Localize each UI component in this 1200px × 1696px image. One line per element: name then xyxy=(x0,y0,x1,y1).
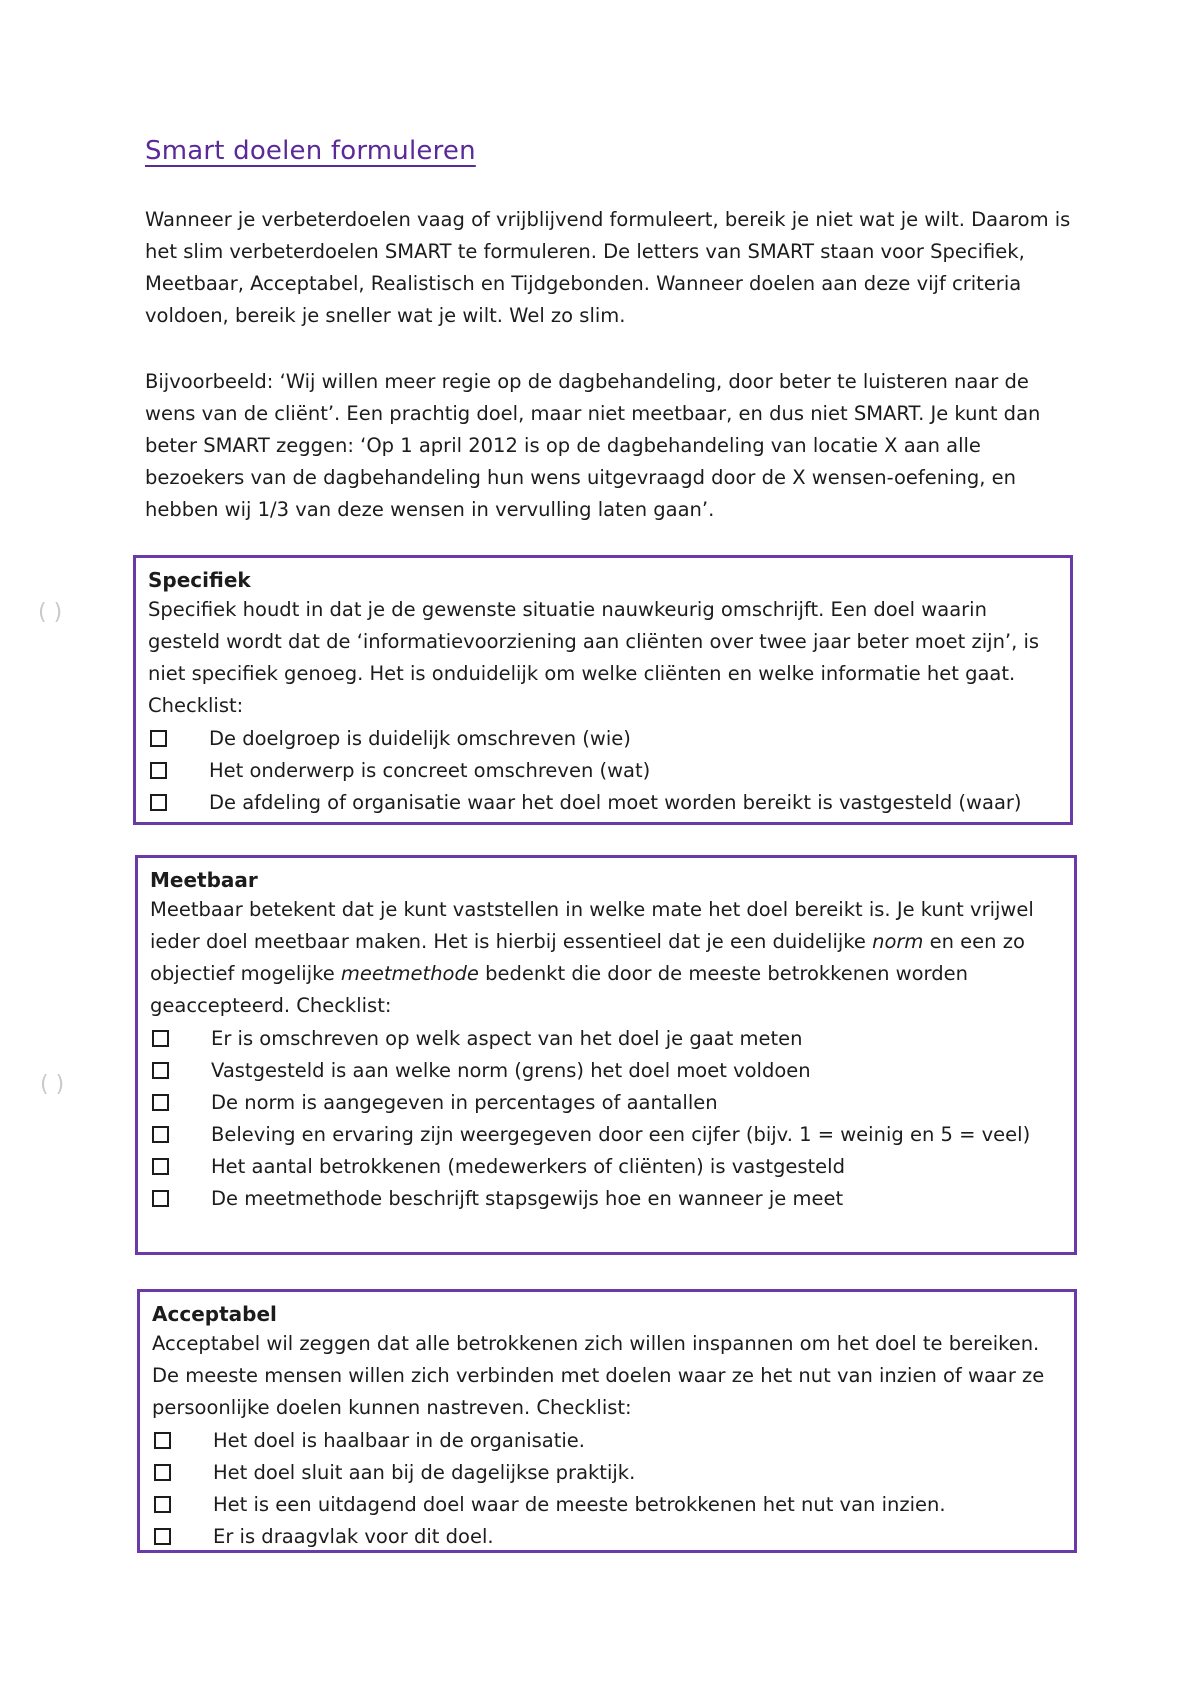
checkbox[interactable] xyxy=(152,1190,169,1207)
checklist-item-label: Het onderwerp is concreet omschreven (wat) xyxy=(209,758,651,782)
checkbox[interactable] xyxy=(154,1464,171,1481)
meetbaar-text-part: bedenkt die door de meeste betrokkenen worden geaccepteerd. Checklist: xyxy=(150,962,968,1017)
checklist-item-label: De norm is aangegeven in percentages of aantallen xyxy=(211,1090,718,1114)
page-title: Smart doelen formuleren xyxy=(145,136,476,166)
acceptabel-checklist xyxy=(152,1424,1062,1552)
meetbaar-box xyxy=(135,855,1077,1255)
checklist-item-label: De doelgroep is duidelijk omschreven (wie) xyxy=(209,726,631,750)
checklist-item xyxy=(150,1086,1062,1118)
punch-hole-mark: ( ) xyxy=(38,600,63,625)
checkbox[interactable] xyxy=(152,1062,169,1079)
meetbaar-text-part: en een zo objectief mogelijke xyxy=(150,930,1025,985)
specifiek-box xyxy=(133,555,1073,825)
meetbaar-text-part: Meetbaar betekent dat je kunt vaststellen in welke mate het doel bereikt is. Je kunt vrijwel ieder doel meetbaar maken. Het is hierbij essentieel dat je een duidelijke xyxy=(150,898,1034,953)
specifiek-checklist xyxy=(148,722,1058,818)
checklist-item xyxy=(148,786,1058,818)
checklist-item xyxy=(150,1150,1062,1182)
specifiek-text: Specifiek houdt in dat je de gewenste situatie nauwkeurig omschrijft. Een doel waarin gesteld wordt dat de ‘informatievoorziening aan cliënten over twee jaar beter moet zijn’, is niet specifiek genoeg. Het is onduidelijk om welke cliënten en welke informatie het gaat. Checklist: xyxy=(148,598,1040,717)
checklist-item xyxy=(148,722,1058,754)
checklist-item-label: Beleving en ervaring zijn weergegeven door een cijfer (bijv. 1 = weinig en 5 = veel) xyxy=(211,1122,1031,1146)
acceptabel-heading: Acceptabel xyxy=(152,1302,277,1326)
meetbaar-heading: Meetbaar xyxy=(150,868,258,892)
checklist-item-label: Het doel is haalbaar in de organisatie. xyxy=(213,1428,585,1452)
specifiek-heading: Specifiek xyxy=(148,568,251,592)
checklist-item xyxy=(152,1424,1062,1456)
checklist-item-label: Het aantal betrokkenen (medewerkers of cliënten) is vastgesteld xyxy=(211,1154,845,1178)
meetbaar-term-meetmethode: meetmethode xyxy=(340,962,479,985)
intro-paragraph: Wanneer je verbeterdoelen vaag of vrijblijvend formuleert, bereik je niet wat je wilt. Daarom is het slim verbeterdoelen SMART te formuleren. De letters van SMART staan voor Specifiek, Meetbaar, Acceptabel, Realistisch en Tijdgebonden. Wanneer doelen aan deze vijf criteria voldoen, bereik je sneller wat je wilt. Wel zo slim. xyxy=(145,208,1071,327)
checklist-item-label: Er is omschreven op welk aspect van het doel je gaat meten xyxy=(211,1026,803,1050)
checkbox[interactable] xyxy=(154,1432,171,1449)
checklist-item-label: Het is een uitdagend doel waar de meeste betrokkenen het nut van inzien. xyxy=(213,1492,946,1516)
checklist-item xyxy=(150,1022,1062,1054)
checklist-item-label: De meetmethode beschrijft stapsgewijs hoe en wanneer je meet xyxy=(211,1186,844,1210)
checkbox[interactable] xyxy=(150,730,167,747)
meetbaar-checklist xyxy=(150,1022,1062,1214)
checkbox[interactable] xyxy=(150,762,167,779)
checklist-item-label: De afdeling of organisatie waar het doel moet worden bereikt is vastgesteld (waar) xyxy=(209,790,1022,814)
checklist-item-label: Er is draagvlak voor dit doel. xyxy=(213,1524,494,1548)
checkbox[interactable] xyxy=(152,1158,169,1175)
checklist-item-label: Het doel sluit aan bij de dagelijkse praktijk. xyxy=(213,1460,636,1484)
acceptabel-box xyxy=(137,1289,1077,1553)
checklist-item xyxy=(150,1118,1062,1150)
checklist-item xyxy=(150,1182,1062,1214)
checkbox[interactable] xyxy=(154,1528,171,1545)
checkbox[interactable] xyxy=(154,1496,171,1513)
checklist-item xyxy=(148,754,1058,786)
example-paragraph: Bijvoorbeeld: ‘Wij willen meer regie op de dagbehandeling, door beter te luisteren naar de wens van de cliënt’. Een prachtig doel, maar niet meetbaar, en dus niet SMART. Je kunt dan beter SMART zeggen: ‘Op 1 april 2012 is op de dagbehandeling van locatie X aan alle bezoekers van de dagbehandeling hun wens uitgevraagd door de X wensen-oefening, en hebben wij 1/3 van deze wensen in vervulling laten gaan’. xyxy=(145,370,1041,521)
checkbox[interactable] xyxy=(152,1126,169,1143)
checkbox[interactable] xyxy=(150,794,167,811)
checkbox[interactable] xyxy=(152,1030,169,1047)
checklist-item xyxy=(152,1520,1062,1552)
meetbaar-text xyxy=(150,894,1062,1022)
meetbaar-term-norm: norm xyxy=(872,930,924,953)
checklist-item xyxy=(150,1054,1062,1086)
acceptabel-text: Acceptabel wil zeggen dat alle betrokkenen zich willen inspannen om het doel te bereiken. De meeste mensen willen zich verbinden met doelen waar ze het nut van inzien of waar ze persoonlijke doelen kunnen nastreven. Checklist: xyxy=(152,1332,1045,1419)
checklist-item-label: Vastgesteld is aan welke norm (grens) het doel moet voldoen xyxy=(211,1058,811,1082)
checklist-item xyxy=(152,1488,1062,1520)
punch-hole-mark: ( ) xyxy=(40,1072,65,1097)
checkbox[interactable] xyxy=(152,1094,169,1111)
checklist-item xyxy=(152,1456,1062,1488)
